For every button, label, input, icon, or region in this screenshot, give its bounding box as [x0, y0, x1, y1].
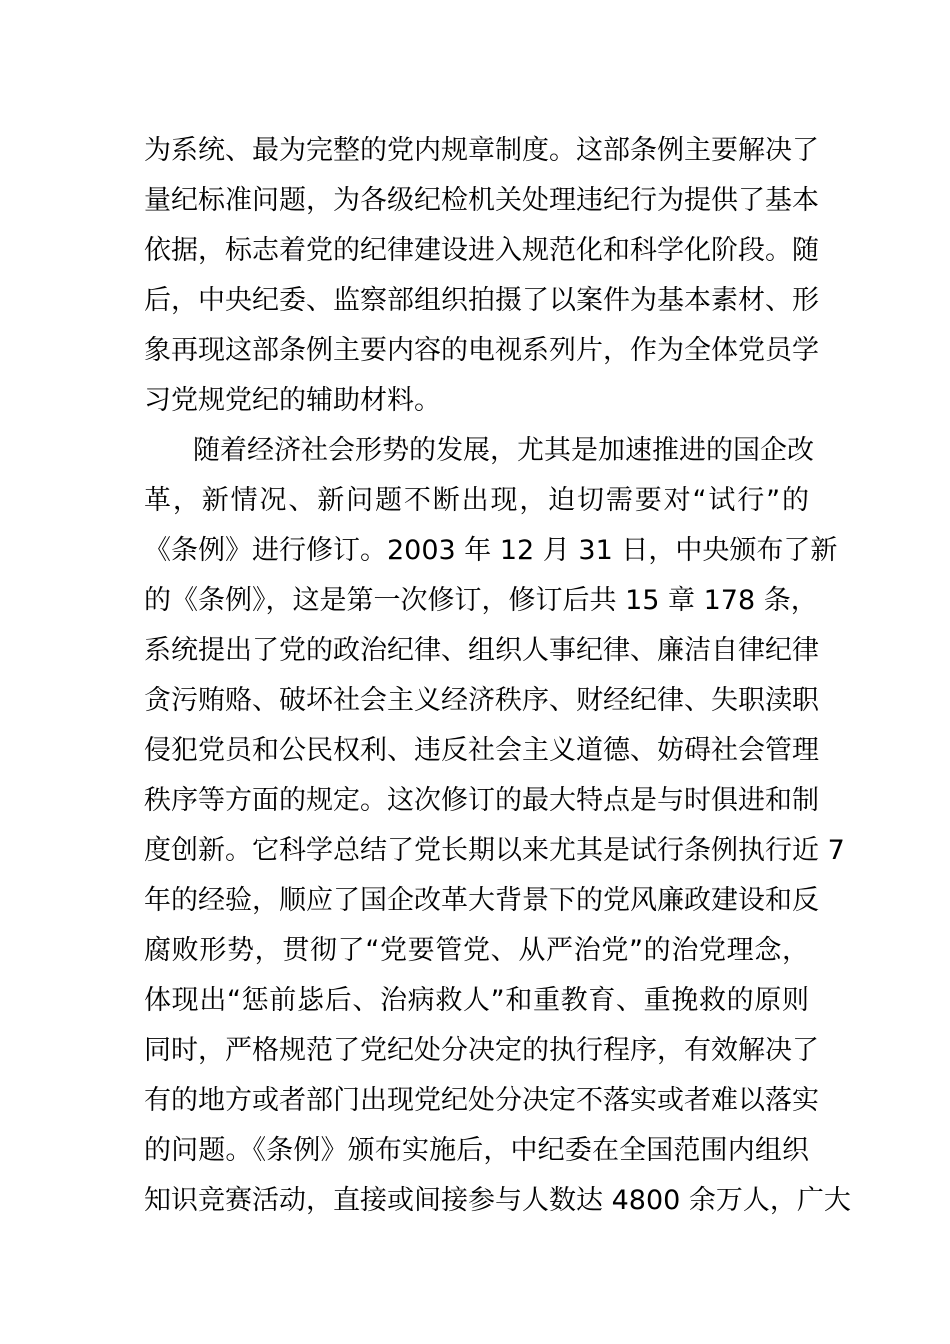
text-line-9: 《条例》进行修订。2003 年 12 月 31 日，中央颁布了新 [144, 535, 838, 566]
text-line-3: 依据，标志着党的纪律建设进入规范化和科学化阶段。随 [144, 235, 819, 266]
text-line-8: 革，新情况、新问题不断出现，迫切需要对“试行”的 [144, 485, 809, 516]
text-line-12: 贪污贿赂、破坏社会主义经济秩序、财经纪律、失职渎职 [144, 685, 819, 716]
text-line-11: 系统提出了党的政治纪律、组织人事纪律、廉洁自律纪律 [144, 635, 819, 666]
text-line-16: 年的经验，顺应了国企改革大背景下的党风廉政建设和反 [144, 885, 819, 916]
text-line-6: 习党规党纪的辅助材料。 [144, 385, 441, 416]
text-line-18: 体现出“惩前毖后、治病救人”和重教育、重挽救的原则 [144, 985, 809, 1016]
text-line-15: 度创新。它科学总结了党长期以来尤其是试行条例执行近 7 [144, 835, 845, 866]
text-line-1: 为系统、最为完整的党内规章制度。这部条例主要解决了 [144, 135, 819, 166]
text-line-13: 侵犯党员和公民权利、违反社会主义道德、妨碍社会管理 [144, 735, 819, 766]
text-line-17: 腐败形势，贯彻了“党要管党、从严治党”的治党理念， [144, 935, 809, 966]
text-line-2: 量纪标准问题，为各级纪检机关处理违纪行为提供了基本 [144, 185, 819, 216]
text-line-21: 的问题。《条例》颁布实施后，中纪委在全国范围内组织 [144, 1135, 809, 1166]
text-line-7: 随着经济社会形势的发展，尤其是加速推进的国企改 [193, 435, 814, 466]
text-line-20: 有的地方或者部门出现党纪处分决定不落实或者难以落实 [144, 1085, 819, 1116]
text-line-10: 的《条例》，这是第一次修订，修订后共 15 章 178 条， [144, 585, 818, 616]
text-line-19: 同时，严格规范了党纪处分决定的执行程序，有效解决了 [144, 1035, 819, 1066]
text-line-14: 秩序等方面的规定。这次修订的最大特点是与时俱进和制 [144, 785, 819, 816]
text-line-22: 知识竞赛活动，直接或间接参与人数达 4800 余万人，广大 [144, 1185, 851, 1216]
text-line-5: 象再现这部条例主要内容的电视系列片，作为全体党员学 [144, 335, 819, 366]
text-line-4: 后，中央纪委、监察部组织拍摄了以案件为基本素材、形 [144, 285, 819, 316]
